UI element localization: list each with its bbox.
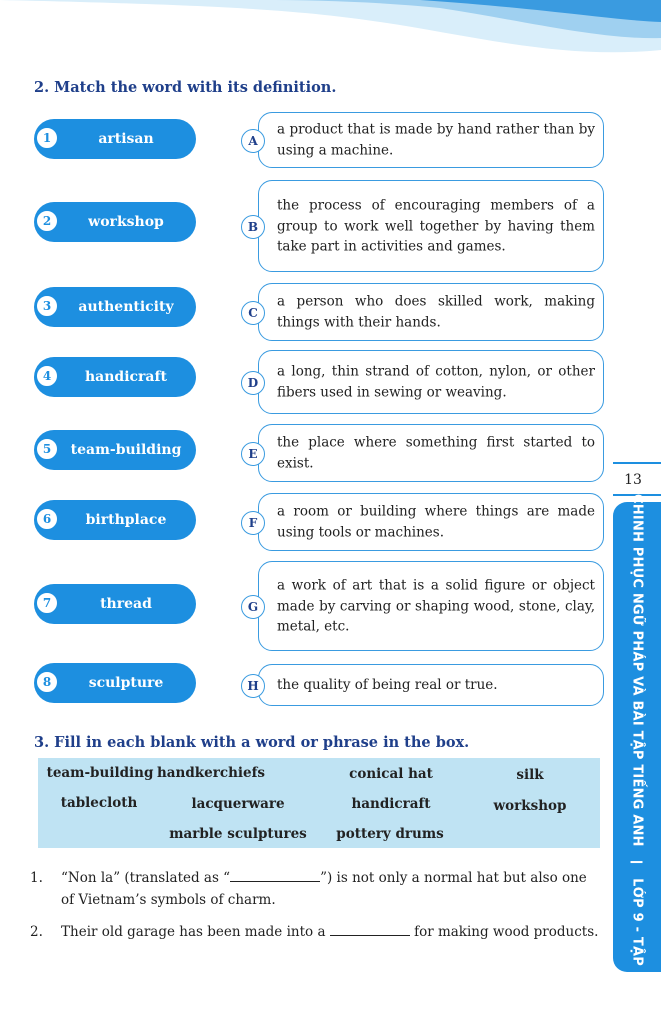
word-pill[interactable] <box>34 357 196 397</box>
word-label: artisan <box>98 131 154 147</box>
definition-text: a room or building where things are made using tools or machines. <box>277 503 595 540</box>
word-pill[interactable] <box>34 663 196 703</box>
book-title: CHINH PHỤC NGỮ PHÁP VÀ BÀI TẬP TIẾNG ANH <box>629 494 645 847</box>
box-word: marble sculptures <box>169 826 307 842</box>
word-number: 8 <box>36 671 58 693</box>
word-label: sculpture <box>88 675 164 691</box>
word-label: workshop <box>88 214 164 230</box>
word-label: authenticity <box>78 299 174 315</box>
word-number: 5 <box>36 438 58 460</box>
item-text: “Non la” (translated as “ <box>61 870 231 886</box>
definition-text: a work of art that is a solid figure or object made by carving or shaping wood, stone, clay, metal, etc. <box>277 577 595 635</box>
definition-letter: C <box>241 301 265 325</box>
word-number: 7 <box>36 592 58 614</box>
definition-text: the quality of being real or true. <box>277 676 498 693</box>
word-pill[interactable] <box>34 500 196 540</box>
word-number: 3 <box>36 295 58 317</box>
header-wave <box>0 0 661 70</box>
definition-text: a long, thin strand of cotton, nylon, or other fibers used in sewing or weaving. <box>277 363 595 400</box>
box-word: conical hat <box>349 766 433 782</box>
word-pill[interactable] <box>34 584 196 624</box>
definition-box[interactable] <box>248 112 604 168</box>
word-label: handicraft <box>85 369 167 385</box>
box-word: pottery drums <box>336 826 444 842</box>
grade-label: LỚP 9 - TẬP 1 <box>629 878 645 980</box>
item-number: 2. <box>30 924 43 940</box>
word-pill[interactable] <box>34 202 196 242</box>
definition-text: the place where something first started to exist. <box>277 434 595 471</box>
word-label: birthplace <box>85 512 167 528</box>
box-word: tablecloth <box>60 795 138 811</box>
definition-letter: B <box>241 215 265 239</box>
definition-text: a product that is made by hand rather than by using a machine. <box>277 121 595 158</box>
box-word: workshop <box>493 798 567 814</box>
page-divider <box>613 462 661 464</box>
definition-letter: G <box>241 595 265 619</box>
answer-blank[interactable] <box>230 867 320 882</box>
definition-letter: E <box>241 442 265 466</box>
word-number: 1 <box>36 127 58 149</box>
definition-box[interactable] <box>248 283 604 341</box>
word-number: 2 <box>36 210 58 232</box>
box-word: team-building <box>46 765 154 781</box>
word-number: 6 <box>36 508 58 530</box>
definition-letter: H <box>241 674 265 698</box>
fill-blank-item <box>30 921 602 943</box>
definition-box[interactable] <box>247 664 604 706</box>
word-box <box>38 758 600 848</box>
word-pill[interactable] <box>34 287 196 327</box>
word-pill[interactable] <box>34 430 196 470</box>
definition-box[interactable] <box>247 561 604 651</box>
item-number: 1. <box>30 870 43 886</box>
definition-box[interactable] <box>247 350 604 414</box>
item-text: ”) is not only a normal hat but also one <box>320 870 587 886</box>
definition-text: a person who does skilled work, making things with their hands. <box>277 293 595 330</box>
word-pill[interactable] <box>34 119 196 159</box>
item-text: Their old garage has been made into a <box>61 924 330 940</box>
item-text: for making wood products. <box>409 924 599 940</box>
definition-letter: D <box>241 371 265 395</box>
box-word: silk <box>516 767 544 783</box>
separator <box>631 861 643 863</box>
word-number: 4 <box>36 365 58 387</box>
box-word: handicraft <box>351 796 431 812</box>
fill-blank-item <box>30 867 602 911</box>
definition-letter: F <box>241 511 265 535</box>
exercise-3-heading: 3. Fill in each blank with a word or phrase in the box. <box>34 734 470 751</box>
word-label: thread <box>100 596 152 612</box>
definition-box[interactable] <box>247 180 604 272</box>
definition-box[interactable] <box>248 493 604 551</box>
item-text: of Vietnam’s symbols of charm. <box>61 892 276 908</box>
box-word: handkerchiefs <box>156 765 266 781</box>
exercise-2-heading: 2. Match the word with its definition. <box>34 79 337 96</box>
answer-blank[interactable] <box>330 921 410 936</box>
box-word: lacquerware <box>191 796 285 812</box>
word-label: team-building <box>70 442 182 458</box>
definition-letter: A <box>241 129 265 153</box>
side-tab-text <box>630 494 645 980</box>
definition-text: the process of encouraging members of a group to work well together by having them take part in activities and games. <box>277 197 595 255</box>
page-number: 13 <box>624 472 642 488</box>
definition-box[interactable] <box>248 424 604 482</box>
